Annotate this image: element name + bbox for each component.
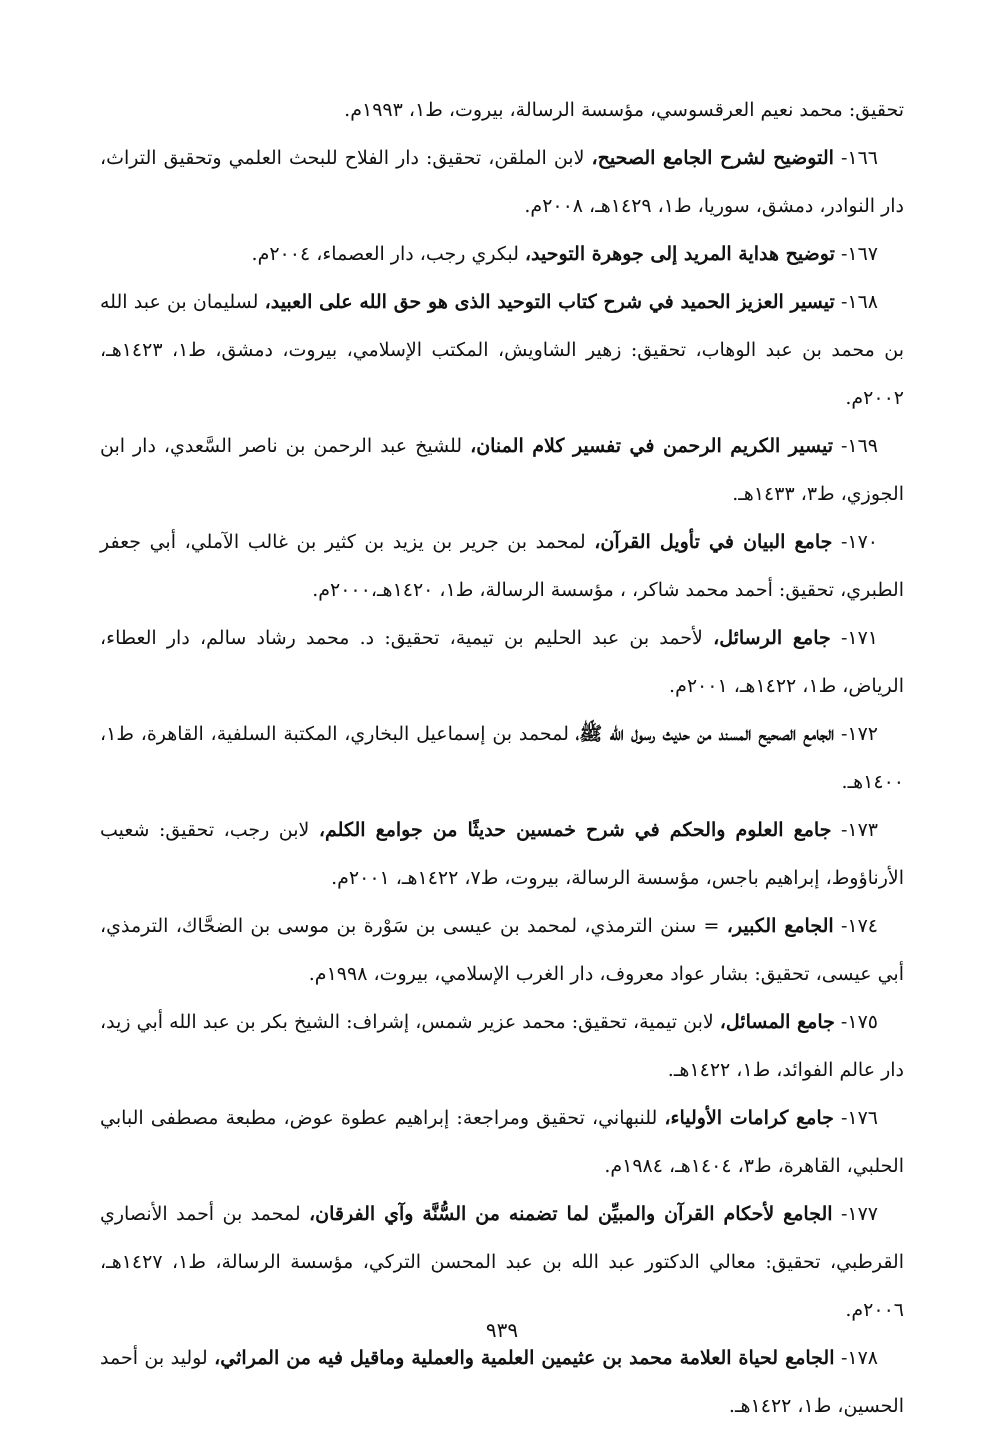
- bibliography-page: [100, 86, 904, 1430]
- entry-details: لابن الملقن، تحقيق: دار الفلاح للبحث العلمي وتحقيق التراث، دار النوادر، دمشق، سوريا، ط١، ١٤٢٩هـ، ٢٠٠٨م.: [100, 147, 904, 217]
- entry-number: ١٧٢-: [834, 723, 878, 745]
- entry-number: ١٧٨-: [834, 1347, 878, 1369]
- entry-details: تحقيق: محمد نعيم العرقسوسي، مؤسسة الرسالة، بيروت، ط١، ١٩٩٣م.: [344, 99, 904, 121]
- entry-details: لمحمد بن جرير بن يزيد بن كثير بن غالب الآملي، أبي جعفر الطبري، تحقيق: أحمد محمد شاكر، ، مؤسسة الرسالة، ط١، ١٤٢٠هـ،٢٠٠٠م.: [100, 531, 904, 601]
- bibliography-entry: [100, 230, 904, 278]
- entry-number: ١٦٦-: [833, 147, 878, 169]
- bibliography-entry: [100, 1190, 904, 1334]
- entry-title: التوضيح لشرح الجامع الصحيح،: [591, 147, 834, 169]
- entry-title: الجامع الكبير،: [726, 915, 834, 937]
- entry-details: = سنن الترمذي، لمحمد بن عيسى بن سَوْرة بن موسى بن الضحَّاك، الترمذي، أبي عيسى، تحقيق: بشار عواد معروف، دار الغرب الإسلامي، بيروت، ١٩٩٨م.: [100, 915, 904, 985]
- bibliography-entry: [100, 134, 904, 230]
- entry-details: لوليد بن أحمد الحسين، ط١، ١٤٢٢هـ.: [100, 1347, 904, 1417]
- entry-title: جامع كرامات الأولياء،: [664, 1107, 834, 1129]
- bibliography-entry: [100, 422, 904, 518]
- entry-title: تيسير العزيز الحميد في شرح كتاب التوحيد الذى هو حق الله على العبيد،: [264, 291, 835, 313]
- entry-number: ١٧٧-: [832, 1203, 878, 1225]
- entry-title: الجامع لأحكام القرآن والمبيِّن لما تضمنه من السُّنَّة وآي الفرقان،: [309, 1203, 833, 1225]
- entry-number: ١٧١-: [830, 627, 878, 649]
- entry-details: لابن تيمية، تحقيق: محمد عزير شمس، إشراف: الشيخ بكر بن عبد الله أبي زيد، دار عالم الفوائد، ط١، ١٤٢٢هـ.: [100, 1011, 904, 1081]
- entry-title: الجامع لحياة العلامة محمد بن عثيمين العلمية والعملية وماقيل فيه من المراثي،: [214, 1347, 835, 1369]
- entry-title: تيسير الكريم الرحمن في تفسير كلام المنان،: [470, 435, 833, 457]
- entry-details: لمحمد بن إسماعيل البخاري، المكتبة السلفية، القاهرة، ط١، ١٤٠٠هـ.: [100, 723, 904, 793]
- entry-title: توضيح هداية المريد إلى جوهرة التوحيد،: [524, 243, 835, 265]
- entry-title: جامع العلوم والحكم في شرح خمسين حديثًا من جوامع الكلم،: [318, 819, 832, 841]
- entry-number: ١٧٠-: [832, 531, 879, 553]
- entry-title: جامع البيان في تأويل القرآن،: [594, 531, 833, 553]
- entry-details: لسليمان بن عبد الله بن محمد بن عبد الوهاب، تحقيق: زهير الشاويش، المكتب الإسلامي، بيروت، دمشق، ط١، ١٤٢٣هـ، ٢٠٠٢م.: [100, 291, 904, 409]
- bibliography-entry: [100, 998, 904, 1094]
- entry-number: ١٦٩-: [832, 435, 878, 457]
- entry-number: ١٧٤-: [833, 915, 879, 937]
- entry-details: للشيخ عبد الرحمن بن ناصر السَّعدي، دار ابن الجوزي، ط٣، ١٤٣٣هـ.: [100, 435, 904, 505]
- entry-number: ١٧٥-: [834, 1011, 878, 1033]
- bibliography-entry: [100, 518, 904, 614]
- entry-title: الجامع الصحيح المسند من حديث رسول الله ﷺ،: [575, 723, 835, 745]
- entry-details: لمحمد بن أحمد الأنصاري القرطبي، تحقيق: معالي الدكتور عبد الله بن عبد المحسن التركي، مؤسسة الرسالة، ط١، ١٤٢٧هـ، ٢٠٠٦م.: [100, 1203, 904, 1321]
- entry-title: جامع المسائل،: [719, 1011, 835, 1033]
- bibliography-entry: [100, 1094, 904, 1190]
- bibliography-entry: [100, 806, 904, 902]
- entry-details: للنبهاني، تحقيق ومراجعة: إبراهيم عطوة عوض، مطبعة مصطفى البابي الحلبي، القاهرة، ط٣، ١٤٠٤هـ، ١٩٨٤م.: [100, 1107, 904, 1177]
- entry-number: ١٧٣-: [831, 819, 878, 841]
- bibliography-entry: [100, 1334, 904, 1430]
- entry-details: لأحمد بن عبد الحليم بن تيمية، تحقيق: د. محمد رشاد سالم، دار العطاء، الرياض، ط١، ١٤٢٢هـ، ٢٠٠١م.: [100, 627, 904, 697]
- entry-title: جامع الرسائل،: [713, 627, 831, 649]
- entry-number: ١٦٨-: [834, 291, 878, 313]
- entry-details: لابن رجب، تحقيق: شعيب الأرناؤوط، إبراهيم باجس، مؤسسة الرسالة، بيروت، ط٧، ١٤٢٢هـ، ٢٠٠١م.: [100, 819, 904, 889]
- entry-details: لبكري رجب، دار العصماء، ٢٠٠٤م.: [251, 243, 525, 265]
- entry-number: ١٦٧-: [834, 243, 878, 265]
- bibliography-entry: [100, 278, 904, 422]
- page-number: ٩٣٩: [485, 1318, 519, 1342]
- bibliography-entry: [100, 902, 904, 998]
- entry-number: ١٧٦-: [833, 1107, 878, 1129]
- bibliography-entry: [100, 86, 904, 134]
- bibliography-entry: [100, 614, 904, 710]
- bibliography-entry: [100, 710, 904, 806]
